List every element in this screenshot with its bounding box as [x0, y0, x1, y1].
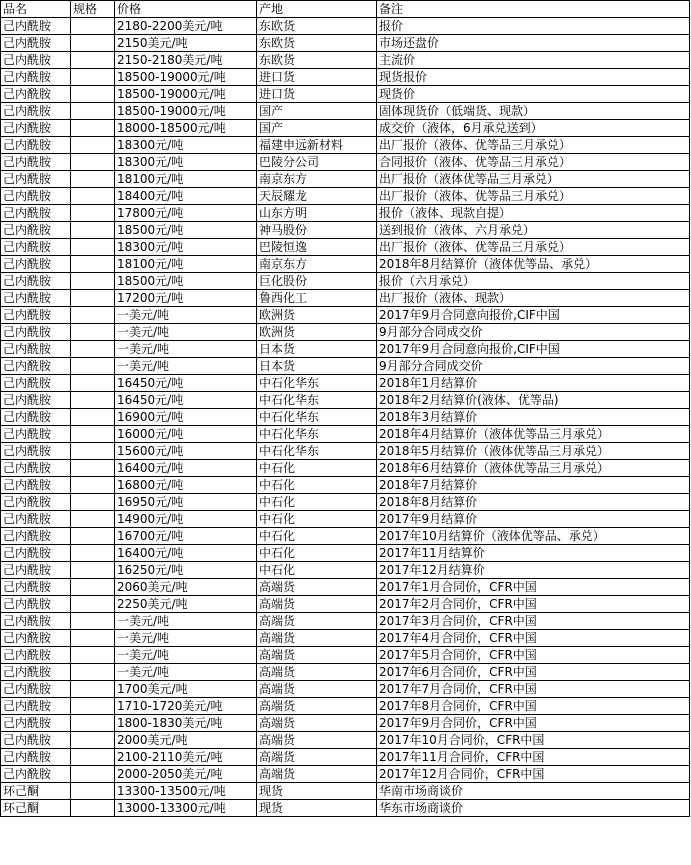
cell-remarks: 9月部分合同成交价 [377, 358, 690, 375]
cell-specification [71, 358, 115, 375]
table-row [1, 698, 690, 715]
table-row [1, 375, 690, 392]
cell-product-name: 己内酰胺 [1, 443, 71, 460]
cell-product-name: 己内酰胺 [1, 511, 71, 528]
cell-price: 18500-19000元/吨 [115, 103, 257, 120]
cell-origin: 中石化 [257, 511, 377, 528]
cell-specification [71, 749, 115, 766]
cell-product-name: 己内酰胺 [1, 137, 71, 154]
cell-origin: 高端货 [257, 732, 377, 749]
table-row [1, 562, 690, 579]
cell-origin: 高端货 [257, 766, 377, 783]
cell-price: 16450元/吨 [115, 375, 257, 392]
table-row [1, 681, 690, 698]
cell-product-name: 环己酮 [1, 783, 71, 800]
cell-product-name: 己内酰胺 [1, 120, 71, 137]
cell-specification [71, 120, 115, 137]
cell-product-name: 己内酰胺 [1, 171, 71, 188]
cell-remarks: 2017年6月合同价，CFR中国 [377, 664, 690, 681]
cell-product-name: 己内酰胺 [1, 766, 71, 783]
cell-origin: 现货 [257, 800, 377, 817]
table-row [1, 443, 690, 460]
cell-remarks: 2017年9月合同价，CFR中国 [377, 715, 690, 732]
cell-product-name: 己内酰胺 [1, 222, 71, 239]
cell-remarks: 2018年8月结算价（液体优等品、承兑） [377, 256, 690, 273]
table-row [1, 18, 690, 35]
cell-remarks: 出厂报价（液体、优等品三月承兑） [377, 188, 690, 205]
cell-price: 15600元/吨 [115, 443, 257, 460]
cell-price: 14900元/吨 [115, 511, 257, 528]
cell-origin: 神马股份 [257, 222, 377, 239]
cell-origin: 高端货 [257, 664, 377, 681]
cell-price: 18000-18500元/吨 [115, 120, 257, 137]
cell-product-name: 己内酰胺 [1, 239, 71, 256]
cell-product-name: 己内酰胺 [1, 290, 71, 307]
cell-remarks: 2018年4月结算价（液体优等品三月承兑） [377, 426, 690, 443]
table-row [1, 732, 690, 749]
cell-price: 18300元/吨 [115, 154, 257, 171]
cell-price: 一美元/吨 [115, 324, 257, 341]
cell-remarks: 出厂报价（液体、优等品三月承兑） [377, 137, 690, 154]
table-row [1, 630, 690, 647]
table-row [1, 477, 690, 494]
cell-origin: 高端货 [257, 613, 377, 630]
cell-remarks: 2017年10月结算价（液体优等品、承兑） [377, 528, 690, 545]
cell-specification [71, 307, 115, 324]
cell-price: 1710-1720美元/吨 [115, 698, 257, 715]
table-row [1, 290, 690, 307]
cell-origin: 山东方明 [257, 205, 377, 222]
cell-price: 一美元/吨 [115, 341, 257, 358]
table-row [1, 120, 690, 137]
cell-origin: 进口货 [257, 69, 377, 86]
cell-origin: 欧洲货 [257, 307, 377, 324]
cell-remarks: 成交价（液体，6月承兑送到） [377, 120, 690, 137]
cell-origin: 巴陵恒逸 [257, 239, 377, 256]
cell-origin: 欧洲货 [257, 324, 377, 341]
cell-remarks: 2017年9月结算价 [377, 511, 690, 528]
cell-specification [71, 103, 115, 120]
cell-origin: 南京东方 [257, 256, 377, 273]
cell-product-name: 己内酰胺 [1, 256, 71, 273]
table-row [1, 273, 690, 290]
cell-specification [71, 375, 115, 392]
table-row [1, 35, 690, 52]
cell-price: 16450元/吨 [115, 392, 257, 409]
cell-product-name: 己内酰胺 [1, 698, 71, 715]
table-row [1, 494, 690, 511]
cell-specification [71, 18, 115, 35]
cell-price: 16400元/吨 [115, 545, 257, 562]
cell-remarks: 出厂报价（液体、优等品三月承兑） [377, 239, 690, 256]
table-row [1, 103, 690, 120]
header-specification: 规格 [71, 1, 115, 18]
cell-origin: 中石化华东 [257, 409, 377, 426]
cell-origin: 日本货 [257, 358, 377, 375]
cell-price: 一美元/吨 [115, 613, 257, 630]
cell-remarks: 2017年1月合同价，CFR中国 [377, 579, 690, 596]
cell-specification [71, 154, 115, 171]
cell-origin: 中石化 [257, 528, 377, 545]
cell-specification [71, 511, 115, 528]
cell-origin: 高端货 [257, 681, 377, 698]
header-row [1, 1, 690, 18]
cell-product-name: 己内酰胺 [1, 341, 71, 358]
cell-product-name: 己内酰胺 [1, 18, 71, 35]
table-row [1, 171, 690, 188]
cell-price: 一美元/吨 [115, 358, 257, 375]
cell-origin: 国产 [257, 120, 377, 137]
cell-origin: 福建申远新材料 [257, 137, 377, 154]
cell-specification [71, 341, 115, 358]
cell-price: 2000美元/吨 [115, 732, 257, 749]
cell-origin: 天辰耀龙 [257, 188, 377, 205]
cell-product-name: 己内酰胺 [1, 103, 71, 120]
cell-product-name: 己内酰胺 [1, 35, 71, 52]
cell-price: 13300-13500元/吨 [115, 783, 257, 800]
cell-specification [71, 681, 115, 698]
cell-specification [71, 222, 115, 239]
cell-price: 2150美元/吨 [115, 35, 257, 52]
cell-product-name: 己内酰胺 [1, 69, 71, 86]
cell-product-name: 己内酰胺 [1, 562, 71, 579]
cell-remarks: 2018年6月结算价（液体优等品三月承兑） [377, 460, 690, 477]
cell-product-name: 己内酰胺 [1, 307, 71, 324]
cell-price: 2000-2050美元/吨 [115, 766, 257, 783]
cell-origin: 中石化 [257, 460, 377, 477]
cell-origin: 高端货 [257, 630, 377, 647]
table-row [1, 613, 690, 630]
cell-origin: 中石化华东 [257, 426, 377, 443]
cell-product-name: 己内酰胺 [1, 749, 71, 766]
cell-remarks: 现货报价 [377, 69, 690, 86]
table-row [1, 69, 690, 86]
table-body [1, 18, 690, 817]
cell-specification [71, 613, 115, 630]
cell-specification [71, 324, 115, 341]
table-row [1, 766, 690, 783]
table-row [1, 154, 690, 171]
cell-product-name: 己内酰胺 [1, 154, 71, 171]
cell-product-name: 己内酰胺 [1, 579, 71, 596]
cell-origin: 高端货 [257, 579, 377, 596]
cell-remarks: 9月部分合同成交价 [377, 324, 690, 341]
table-header [1, 1, 690, 18]
cell-specification [71, 188, 115, 205]
table-row [1, 647, 690, 664]
cell-origin: 国产 [257, 103, 377, 120]
cell-price: 一美元/吨 [115, 664, 257, 681]
cell-price: 一美元/吨 [115, 307, 257, 324]
table-row [1, 664, 690, 681]
cell-origin: 东欧货 [257, 52, 377, 69]
cell-origin: 中石化 [257, 545, 377, 562]
cell-product-name: 己内酰胺 [1, 494, 71, 511]
cell-origin: 东欧货 [257, 35, 377, 52]
cell-price: 13000-13300元/吨 [115, 800, 257, 817]
cell-product-name: 己内酰胺 [1, 375, 71, 392]
table-row [1, 528, 690, 545]
cell-price: 17200元/吨 [115, 290, 257, 307]
cell-origin: 高端货 [257, 596, 377, 613]
cell-remarks: 2018年5月结算价（液体优等品三月承兑） [377, 443, 690, 460]
table-row [1, 545, 690, 562]
cell-remarks: 2017年3月合同价，CFR中国 [377, 613, 690, 630]
cell-specification [71, 562, 115, 579]
cell-price: 1700美元/吨 [115, 681, 257, 698]
cell-price: 18500元/吨 [115, 273, 257, 290]
cell-remarks: 出厂报价（液体、现款） [377, 290, 690, 307]
cell-specification [71, 715, 115, 732]
cell-specification [71, 647, 115, 664]
table-row [1, 800, 690, 817]
table-row [1, 86, 690, 103]
header-price: 价格 [115, 1, 257, 18]
cell-remarks: 出厂报价（液体优等品三月承兑） [377, 171, 690, 188]
cell-origin: 鲁西化工 [257, 290, 377, 307]
cell-remarks: 合同报价（液体、优等品三月承兑） [377, 154, 690, 171]
cell-remarks: 2017年4月合同价，CFR中国 [377, 630, 690, 647]
cell-specification [71, 494, 115, 511]
cell-remarks: 报价（六月承兑） [377, 273, 690, 290]
cell-origin: 高端货 [257, 698, 377, 715]
cell-specification [71, 664, 115, 681]
table-row [1, 205, 690, 222]
cell-specification [71, 426, 115, 443]
cell-origin: 巴陵分公司 [257, 154, 377, 171]
cell-price: 18400元/吨 [115, 188, 257, 205]
cell-origin: 现货 [257, 783, 377, 800]
cell-price: 16950元/吨 [115, 494, 257, 511]
header-product-name: 品名 [1, 1, 71, 18]
table-row [1, 256, 690, 273]
cell-origin: 中石化华东 [257, 375, 377, 392]
cell-remarks: 现货价 [377, 86, 690, 103]
cell-remarks: 固体现货价（低端货、现款） [377, 103, 690, 120]
cell-specification [71, 800, 115, 817]
cell-product-name: 己内酰胺 [1, 681, 71, 698]
cell-origin: 中石化 [257, 562, 377, 579]
cell-remarks: 2018年7月结算价 [377, 477, 690, 494]
cell-origin: 南京东方 [257, 171, 377, 188]
cell-specification [71, 766, 115, 783]
cell-price: 16800元/吨 [115, 477, 257, 494]
header-origin: 产地 [257, 1, 377, 18]
cell-product-name: 己内酰胺 [1, 188, 71, 205]
cell-price: 16250元/吨 [115, 562, 257, 579]
cell-product-name: 己内酰胺 [1, 477, 71, 494]
cell-price: 18100元/吨 [115, 256, 257, 273]
cell-specification [71, 698, 115, 715]
cell-origin: 巨化股份 [257, 273, 377, 290]
cell-price: 16700元/吨 [115, 528, 257, 545]
cell-price: 17800元/吨 [115, 205, 257, 222]
cell-remarks: 2018年1月结算价 [377, 375, 690, 392]
cell-specification [71, 35, 115, 52]
cell-specification [71, 137, 115, 154]
cell-product-name: 己内酰胺 [1, 715, 71, 732]
cell-product-name: 己内酰胺 [1, 324, 71, 341]
cell-specification [71, 290, 115, 307]
table-row [1, 341, 690, 358]
table-row [1, 409, 690, 426]
cell-specification [71, 630, 115, 647]
cell-price: 18500-19000元/吨 [115, 86, 257, 103]
cell-remarks: 华东市场商谈价 [377, 800, 690, 817]
cell-origin: 中石化 [257, 494, 377, 511]
cell-remarks: 2017年9月合同意向报价,CIF中国 [377, 307, 690, 324]
cell-remarks: 2017年9月合同意向报价,CIF中国 [377, 341, 690, 358]
table-row [1, 511, 690, 528]
cell-price: 一美元/吨 [115, 630, 257, 647]
cell-origin: 日本货 [257, 341, 377, 358]
cell-product-name: 己内酰胺 [1, 273, 71, 290]
cell-specification [71, 409, 115, 426]
cell-product-name: 己内酰胺 [1, 528, 71, 545]
cell-price: 2180-2200美元/吨 [115, 18, 257, 35]
cell-product-name: 己内酰胺 [1, 52, 71, 69]
cell-price: 一美元/吨 [115, 647, 257, 664]
cell-specification [71, 477, 115, 494]
table-row [1, 239, 690, 256]
cell-origin: 高端货 [257, 749, 377, 766]
cell-price: 16400元/吨 [115, 460, 257, 477]
table-row [1, 307, 690, 324]
cell-product-name: 己内酰胺 [1, 358, 71, 375]
cell-remarks: 2017年2月合同价，CFR中国 [377, 596, 690, 613]
cell-price: 2060美元/吨 [115, 579, 257, 596]
cell-product-name: 己内酰胺 [1, 664, 71, 681]
cell-origin: 高端货 [257, 647, 377, 664]
cell-remarks: 2017年11月合同价，CFR中国 [377, 749, 690, 766]
cell-remarks: 市场还盘价 [377, 35, 690, 52]
cell-product-name: 环己酮 [1, 800, 71, 817]
table-row [1, 426, 690, 443]
cell-product-name: 己内酰胺 [1, 409, 71, 426]
cell-remarks: 报价（液体、现款自提） [377, 205, 690, 222]
cell-origin: 中石化华东 [257, 443, 377, 460]
cell-product-name: 己内酰胺 [1, 630, 71, 647]
cell-specification [71, 579, 115, 596]
cell-origin: 中石化华东 [257, 392, 377, 409]
cell-price: 18300元/吨 [115, 137, 257, 154]
cell-specification [71, 69, 115, 86]
cell-product-name: 己内酰胺 [1, 426, 71, 443]
cell-origin: 东欧货 [257, 18, 377, 35]
table-row [1, 596, 690, 613]
cell-product-name: 己内酰胺 [1, 86, 71, 103]
cell-specification [71, 52, 115, 69]
cell-price: 16900元/吨 [115, 409, 257, 426]
table-row [1, 324, 690, 341]
cell-product-name: 己内酰胺 [1, 392, 71, 409]
cell-specification [71, 460, 115, 477]
cell-specification [71, 392, 115, 409]
cell-specification [71, 256, 115, 273]
cell-specification [71, 596, 115, 613]
cell-remarks: 2018年3月结算价 [377, 409, 690, 426]
cell-price: 2250美元/吨 [115, 596, 257, 613]
cell-origin: 高端货 [257, 715, 377, 732]
cell-specification [71, 545, 115, 562]
cell-specification [71, 171, 115, 188]
cell-remarks: 2018年2月结算价(液体、优等品) [377, 392, 690, 409]
cell-origin: 中石化 [257, 477, 377, 494]
cell-remarks: 2017年5月合同价，CFR中国 [377, 647, 690, 664]
cell-remarks: 2017年7月合同价，CFR中国 [377, 681, 690, 698]
cell-specification [71, 273, 115, 290]
cell-price: 1800-1830美元/吨 [115, 715, 257, 732]
cell-remarks: 2017年12月合同价，CFR中国 [377, 766, 690, 783]
cell-product-name: 己内酰胺 [1, 596, 71, 613]
table-row [1, 188, 690, 205]
cell-product-name: 己内酰胺 [1, 613, 71, 630]
cell-specification [71, 86, 115, 103]
cell-remarks: 报价 [377, 18, 690, 35]
cell-specification [71, 205, 115, 222]
table-row [1, 52, 690, 69]
cell-product-name: 己内酰胺 [1, 460, 71, 477]
cell-product-name: 己内酰胺 [1, 647, 71, 664]
table-row [1, 358, 690, 375]
cell-price: 16000元/吨 [115, 426, 257, 443]
cell-price: 18500元/吨 [115, 222, 257, 239]
cell-product-name: 己内酰胺 [1, 205, 71, 222]
cell-price: 18500-19000元/吨 [115, 69, 257, 86]
cell-specification [71, 732, 115, 749]
table-row [1, 579, 690, 596]
table-row [1, 749, 690, 766]
cell-price: 2150-2180美元/吨 [115, 52, 257, 69]
table-row [1, 137, 690, 154]
cell-remarks: 2017年8月合同价，CFR中国 [377, 698, 690, 715]
cell-price: 18100元/吨 [115, 171, 257, 188]
cell-specification [71, 443, 115, 460]
table-row [1, 222, 690, 239]
cell-origin: 进口货 [257, 86, 377, 103]
table-row [1, 715, 690, 732]
cell-remarks: 送到报价（液体、六月承兑） [377, 222, 690, 239]
cell-remarks: 2017年12月结算价 [377, 562, 690, 579]
cell-price: 2100-2110美元/吨 [115, 749, 257, 766]
table-row [1, 460, 690, 477]
cell-remarks: 2017年11月结算价 [377, 545, 690, 562]
cell-product-name: 己内酰胺 [1, 545, 71, 562]
cell-product-name: 己内酰胺 [1, 732, 71, 749]
cell-price: 18300元/吨 [115, 239, 257, 256]
cell-remarks: 2017年10月合同价，CFR中国 [377, 732, 690, 749]
cell-specification [71, 528, 115, 545]
cell-remarks: 主流价 [377, 52, 690, 69]
cell-specification [71, 239, 115, 256]
header-remarks: 备注 [377, 1, 690, 18]
table-row [1, 392, 690, 409]
cell-specification [71, 783, 115, 800]
cell-remarks: 2018年8月结算价 [377, 494, 690, 511]
table-row [1, 783, 690, 800]
cell-remarks: 华南市场商谈价 [377, 783, 690, 800]
